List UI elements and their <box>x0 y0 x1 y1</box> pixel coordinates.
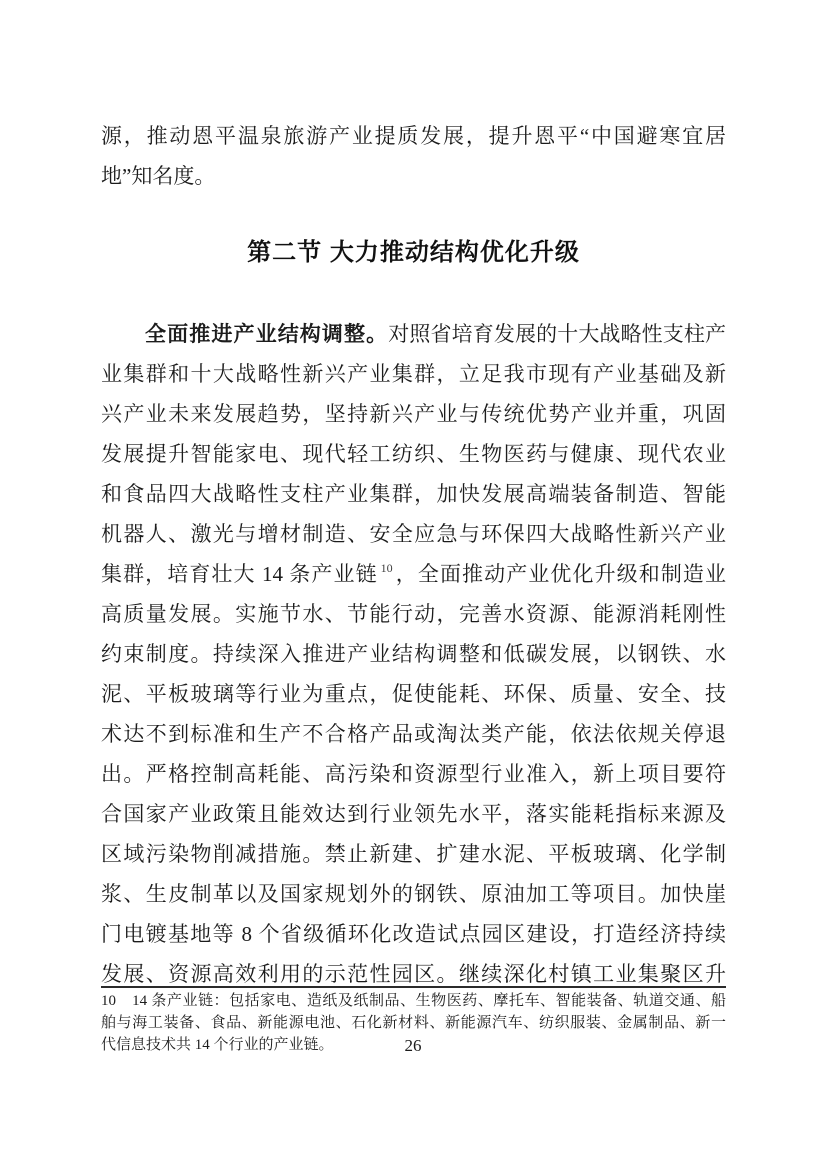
line-text-pre: 集群，培育壮大 14 条产业链 <box>101 562 378 586</box>
text-line: 约束制度。持续深入推进产业结构调整和低碳发展，以钢铁、水 <box>101 642 726 666</box>
paragraph-continuation <box>101 116 726 196</box>
text-line: 高质量发展。实施节水、节能行动，完善水资源、能源消耗刚性 <box>101 602 726 626</box>
paragraph-lead-bold: 全面推进产业结构调整。 <box>145 323 389 346</box>
text-line: 机器人、激光与增材制造、安全应急与环保四大战略性新兴产业 <box>101 522 726 546</box>
text-line: 浆、生皮制革以及国家规划外的钢铁、原油加工等项目。加快崖 <box>101 882 726 906</box>
paragraph-lines-b <box>101 594 726 994</box>
text-line <box>101 314 726 354</box>
text-line: 门电镀基地等 8 个省级循环化改造试点园区建设，打造经济持续 <box>101 922 726 946</box>
text-line: 地”知名度。 <box>101 164 216 188</box>
paragraph-lead-rest: 对照省培育发展的十大战略性支柱产 <box>388 322 726 346</box>
text-line: 代信息技术共 14 个行业的产业链。 <box>101 1037 334 1053</box>
text-line: 出。严格控制高耗能、高污染和资源型行业准入，新上项目要符 <box>101 762 726 786</box>
text-line: 合国家产业政策且能效达到行业领先水平，落实能耗指标来源及 <box>101 802 726 826</box>
footnote-separator <box>101 986 726 988</box>
paragraph-lines-a <box>101 354 726 554</box>
text-line: 10 14 条产业链：包括家电、造纸及纸制品、生物医药、摩托车、智能装备、轨道交通、船 <box>101 993 726 1009</box>
text-line: 和食品四大战略性支柱产业集群，加快发展高端装备制造、智能 <box>101 482 726 506</box>
text-line: 区域污染物削减措施。禁止新建、扩建水泥、平板玻璃、化学制 <box>101 842 726 866</box>
text-line: 兴产业未来发展趋势，坚持新兴产业与传统优势产业并重，巩固 <box>101 402 726 426</box>
text-line: 发展提升智能家电、现代轻工纺织、生物医药与健康、现代农业 <box>101 442 726 466</box>
section-heading: 第二节 大力推动结构优化升级 <box>247 239 580 266</box>
text-line: 业集群和十大战略性新兴产业集群，立足我市现有产业基础及新 <box>101 362 726 386</box>
text-line <box>101 554 726 594</box>
main-paragraph <box>101 314 726 994</box>
text-line: 泥、平板玻璃等行业为重点，促使能耗、环保、质量、安全、技 <box>101 682 726 706</box>
footnote-reference-marker: 10 <box>380 561 393 575</box>
text-line: 舶与海工装备、食品、新能源电池、石化新材料、新能源汽车、纺织服装、金属制品、新一 <box>101 1015 726 1031</box>
text-line: 术达不到标准和生产不合格产品或淘汰类产能，依法依规关停退 <box>101 722 726 746</box>
text-line: 源，推动恩平温泉旅游产业提质发展，提升恩平“中国避寒宜居 <box>101 124 726 148</box>
page-number: 26 <box>404 1036 422 1055</box>
line-text-post: ，全面推动产业优化升级和制造业 <box>394 562 726 586</box>
text-line: 发展、资源高效利用的示范性园区。继续深化村镇工业集聚区升 <box>101 962 726 986</box>
